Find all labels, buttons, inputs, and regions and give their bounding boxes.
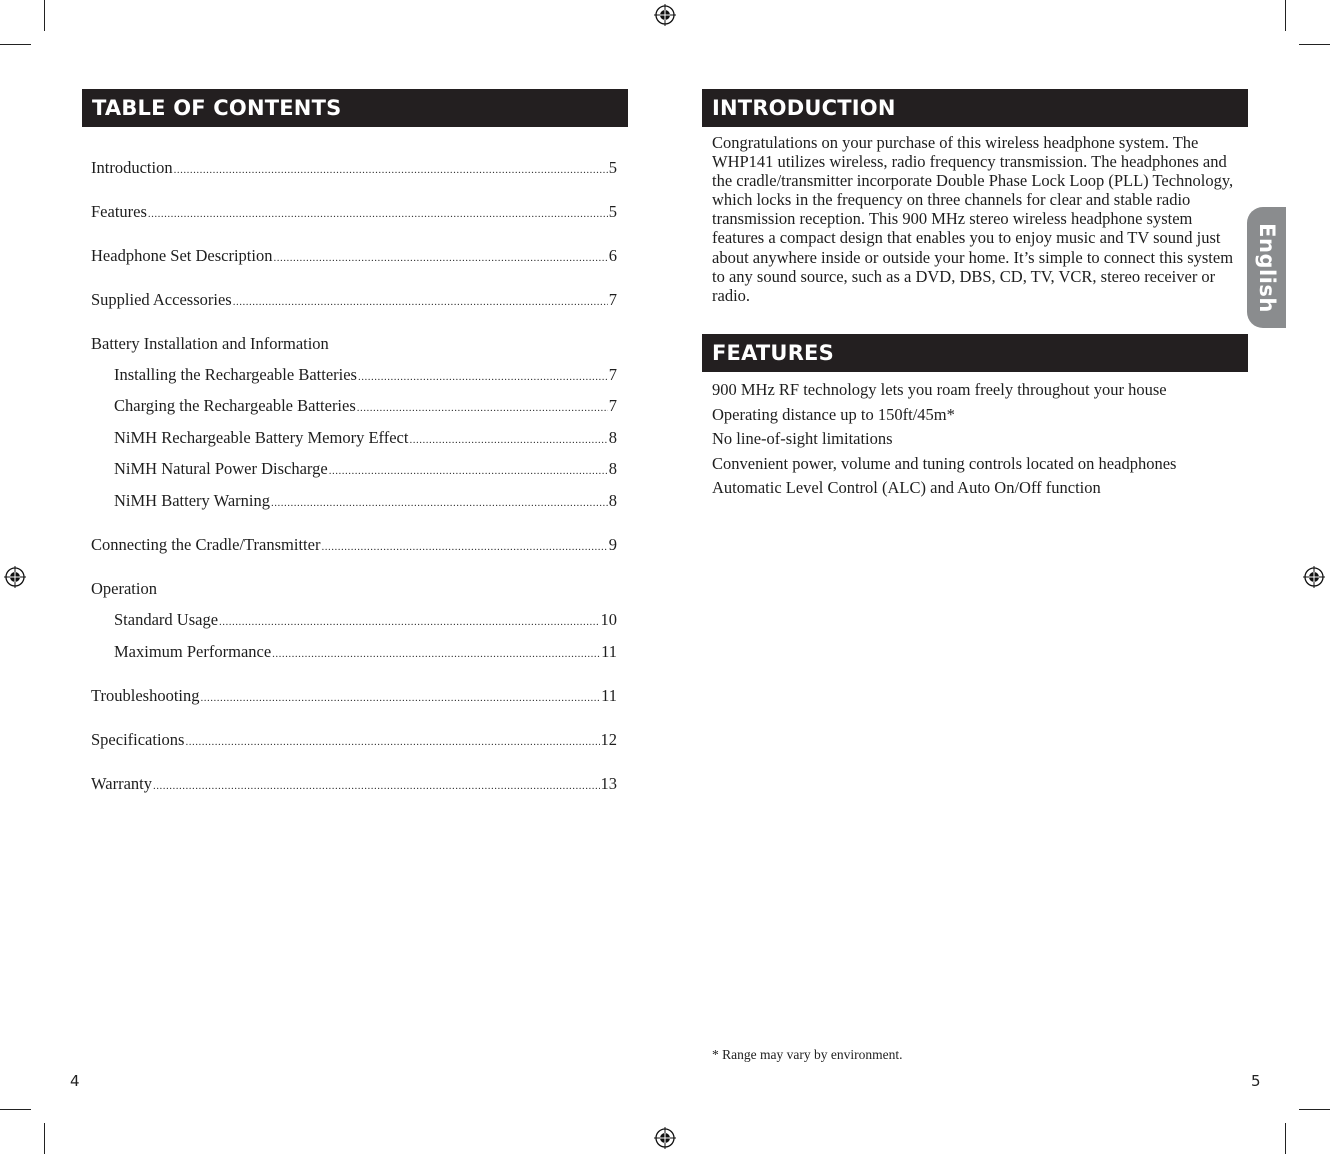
toc-entry-page: 8 [608,459,617,478]
toc-heading: TABLE OF CONTENTS [82,89,628,127]
toc-leader-dots [233,291,608,313]
toc-entry-page: 5 [608,202,617,221]
toc-entry-label: Standard Usage [114,610,219,629]
language-tab[interactable] [1247,207,1286,328]
toc-entry-page: 13 [600,774,617,793]
toc-leader-dots [201,687,601,709]
crop-mark [0,1109,31,1110]
toc-entry-label: NiMH Battery Warning [114,491,271,510]
toc-entry-label: Battery Installation and Information [91,334,329,353]
crop-mark [1285,1123,1286,1154]
crop-mark [1285,0,1286,31]
toc-entry[interactable] [91,729,617,751]
toc-entry[interactable] [91,289,617,311]
toc-entry[interactable] [114,490,617,512]
toc-leader-dots [409,429,607,451]
toc-entry-label: Headphone Set Description [91,246,273,265]
toc-entry[interactable] [114,427,617,449]
toc-entry-label: Connecting the Cradle/Transmitter [91,535,321,554]
registration-mark-icon [4,566,26,588]
toc-entry-label: Troubleshooting [91,686,200,705]
crop-mark [1299,1109,1330,1110]
toc-entry-page: 10 [600,610,617,629]
feature-item: 900 MHz RF technology lets you roam freely throughout your house [712,380,1167,399]
toc-entry-label: Warranty [91,774,152,793]
toc-entry-page: 8 [608,428,617,447]
toc-section-heading [91,333,617,355]
toc-leader-dots [272,643,600,665]
toc-entry-label: NiMH Rechargeable Battery Memory Effect [114,428,409,447]
toc-leader-dots [329,460,608,482]
toc-section-heading [91,578,617,600]
feature-item: Convenient power, volume and tuning controls located on headphones [712,453,1177,473]
crop-mark [1299,44,1330,45]
toc-entry[interactable] [114,458,617,480]
crop-mark [44,0,45,31]
toc-entry-page: 11 [601,686,617,705]
toc-entry-page: 11 [601,642,617,661]
toc-entry-page: 9 [608,535,617,554]
toc-entry[interactable] [91,685,617,707]
page-number-left: 4 [70,1072,80,1090]
toc-entry-label: Operation [91,579,157,598]
toc-leader-dots [358,366,608,388]
toc-entry[interactable] [114,609,617,631]
toc-entry-label: Features [91,202,147,221]
toc-entry[interactable] [114,364,617,386]
page-number-right: 5 [1251,1072,1261,1090]
toc-entry-page: 7 [608,396,617,415]
toc-leader-dots [219,611,599,633]
footnote: * Range may vary by environment. [712,1047,903,1062]
toc-entry-label: Introduction [91,158,173,177]
toc-entry-page: 8 [608,491,617,510]
toc-entry-label: NiMH Natural Power Discharge [114,459,328,478]
crop-mark [44,1123,45,1154]
toc-entry-page: 12 [600,730,617,749]
toc-entry[interactable] [114,641,617,663]
toc-entry[interactable] [91,245,617,267]
toc-entry-page: 7 [608,365,617,384]
registration-mark-icon [654,1127,676,1149]
toc-entry-label: Charging the Rechargeable Batteries [114,396,356,415]
feature-item: Automatic Level Control (ALC) and Auto On/Off function [712,478,1101,497]
toc-entry[interactable] [91,201,617,223]
toc-entry[interactable] [91,534,617,556]
toc-leader-dots [321,536,607,558]
toc-entry-label: Installing the Rechargeable Batteries [114,365,357,384]
toc-leader-dots [271,492,608,514]
toc-leader-dots [174,159,608,181]
features-list [712,378,1242,501]
toc-entry-page: 7 [608,290,617,309]
toc-entry-page: 6 [608,246,617,265]
toc-entry[interactable] [91,773,617,795]
features-heading: FEATURES [702,334,1248,372]
toc-entry[interactable] [114,395,617,417]
toc-leader-dots [148,203,608,225]
feature-item: Operating distance up to 150ft/45m* [712,404,955,424]
toc-entry-page: 5 [608,158,617,177]
toc-entry-label: Supplied Accessories [91,290,232,309]
registration-mark-icon [1303,566,1325,588]
toc-entry-label: Maximum Performance [114,642,272,661]
toc-leader-dots [185,731,599,753]
introduction-heading: INTRODUCTION [702,89,1248,127]
language-tab-label: English [1254,222,1279,313]
toc-leader-dots [357,397,608,419]
toc-entry[interactable] [91,157,617,179]
crop-mark [0,44,31,45]
feature-item: No line-of-sight limitations [712,429,893,448]
toc-leader-dots [153,775,600,797]
registration-mark-icon [654,4,676,26]
toc-entry-label: Specifications [91,730,185,749]
introduction-paragraph: Congratulations on your purchase of this wireless headphone system. The WHP141 utilizes wireless, radio frequency transmission. The headphones and the cradle/transmitter incorporate Double Phase Lock Loop (PLL) Technology, which locks in the frequency on three channels for clear and stable radio transmission reception. This 900 MHz stereo wireless headphone system features a compact design that enables you to enjoy music and TV sound just about anywhere inside or outside your home. It’s simple to connect this system to any sound source, such as a DVD, DBS, CD, TV, VCR, stereo receiver or radio. [712,133,1234,305]
toc-leader-dots [273,247,607,269]
